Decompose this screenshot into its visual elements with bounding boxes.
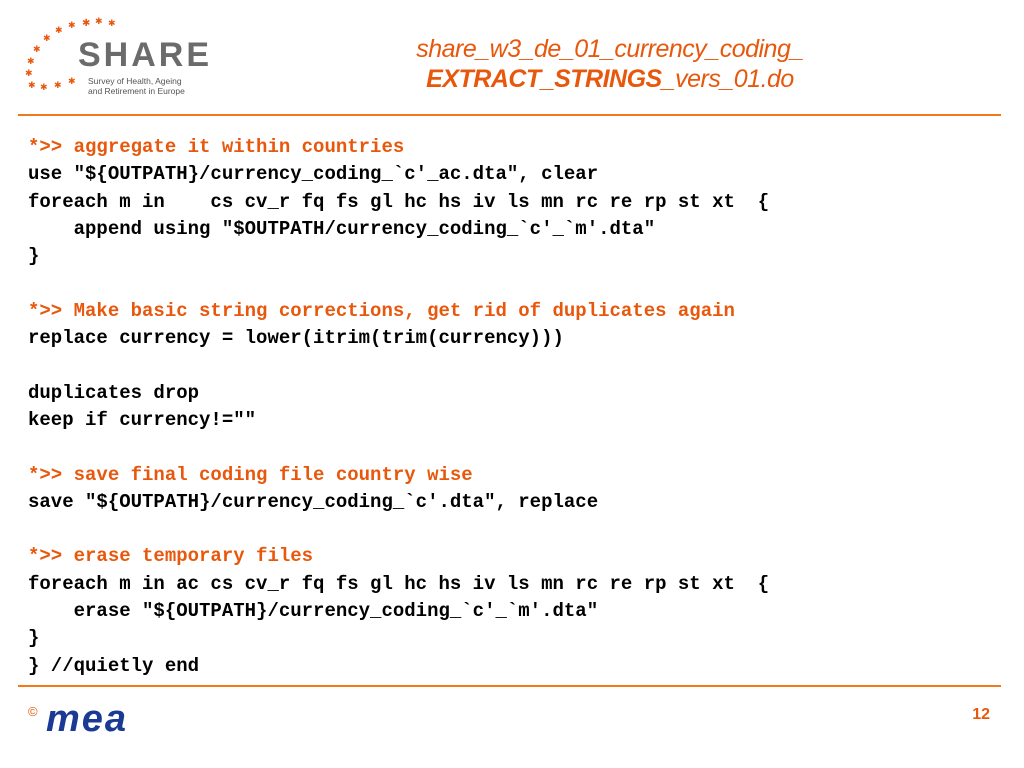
code-line: keep if currency!="" (28, 408, 257, 431)
svg-text:✱: ✱ (55, 25, 63, 35)
svg-text:✱: ✱ (68, 76, 76, 86)
code-line: append using "$OUTPATH/currency_coding_`c'_`m'.dta" (28, 217, 656, 240)
logo-wordmark: SHARE (78, 36, 213, 74)
svg-text:✱: ✱ (68, 20, 76, 30)
code-line: } //quietly end (28, 654, 200, 677)
slide-title-line1: share_w3_de_01_currency_coding_ (416, 35, 804, 63)
code-line: foreach m in cs cv_r fq fs gl hc hs iv ls mn rc re rp st xt { (28, 190, 770, 213)
svg-text:✱: ✱ (40, 82, 48, 92)
code-comment-line: *>> aggregate it within countries (28, 136, 405, 158)
svg-text:✱: ✱ (33, 44, 41, 54)
header-divider (18, 114, 1001, 116)
code-line (28, 352, 988, 379)
code-line: erase "${OUTPATH}/currency_coding_`c'_`m'.dta" (28, 600, 599, 623)
code-line (28, 434, 988, 461)
code-comment-line: *>> erase temporary files (28, 545, 314, 568)
code-line (28, 516, 988, 543)
code-line: } (28, 245, 40, 268)
svg-text:✱: ✱ (27, 56, 35, 66)
footer-divider (18, 685, 1001, 687)
svg-text:✱: ✱ (108, 18, 116, 28)
logo-subtitle-line2: and Retirement in Europe (88, 86, 185, 96)
share-logo (22, 14, 212, 104)
code-line: use "${OUTPATH}/currency_coding_`c'_ac.dta", clear (28, 163, 599, 186)
code-line: } (28, 627, 40, 650)
svg-text:✱: ✱ (25, 68, 33, 78)
svg-text:✱: ✱ (95, 16, 103, 26)
copyright-symbol: © (28, 704, 38, 719)
code-line: foreach m in ac cs cv_r fq fs gl hc hs iv ls mn rc re rp st xt { (28, 572, 770, 595)
svg-text:✱: ✱ (54, 80, 62, 90)
svg-text:✱: ✱ (82, 18, 91, 29)
logo-subtitle (88, 76, 185, 96)
code-line: replace currency = lower(itrim(trim(currency))) (28, 327, 564, 350)
code-line: duplicates drop (28, 381, 200, 404)
mea-logo: mea (46, 698, 129, 740)
code-line: save "${OUTPATH}/currency_coding_`c'.dta", replace (28, 490, 599, 513)
slide-title-rest: _vers_01.do (661, 65, 794, 93)
slide-title-bold-part: EXTRACT_STRINGS (426, 65, 662, 93)
svg-text:✱: ✱ (28, 80, 36, 90)
code-comment-line: *>> Make basic string corrections, get rid of duplicates again (28, 299, 735, 322)
slide-title (340, 34, 880, 94)
page-number: 12 (972, 706, 990, 723)
code-block (28, 134, 988, 680)
code-comment-line: *>> save final coding file country wise (28, 463, 473, 486)
slide-title-line2 (340, 64, 880, 94)
code-line (28, 270, 988, 297)
svg-text:✱: ✱ (43, 33, 51, 43)
logo-subtitle-line1: Survey of Health, Ageing (88, 76, 182, 86)
